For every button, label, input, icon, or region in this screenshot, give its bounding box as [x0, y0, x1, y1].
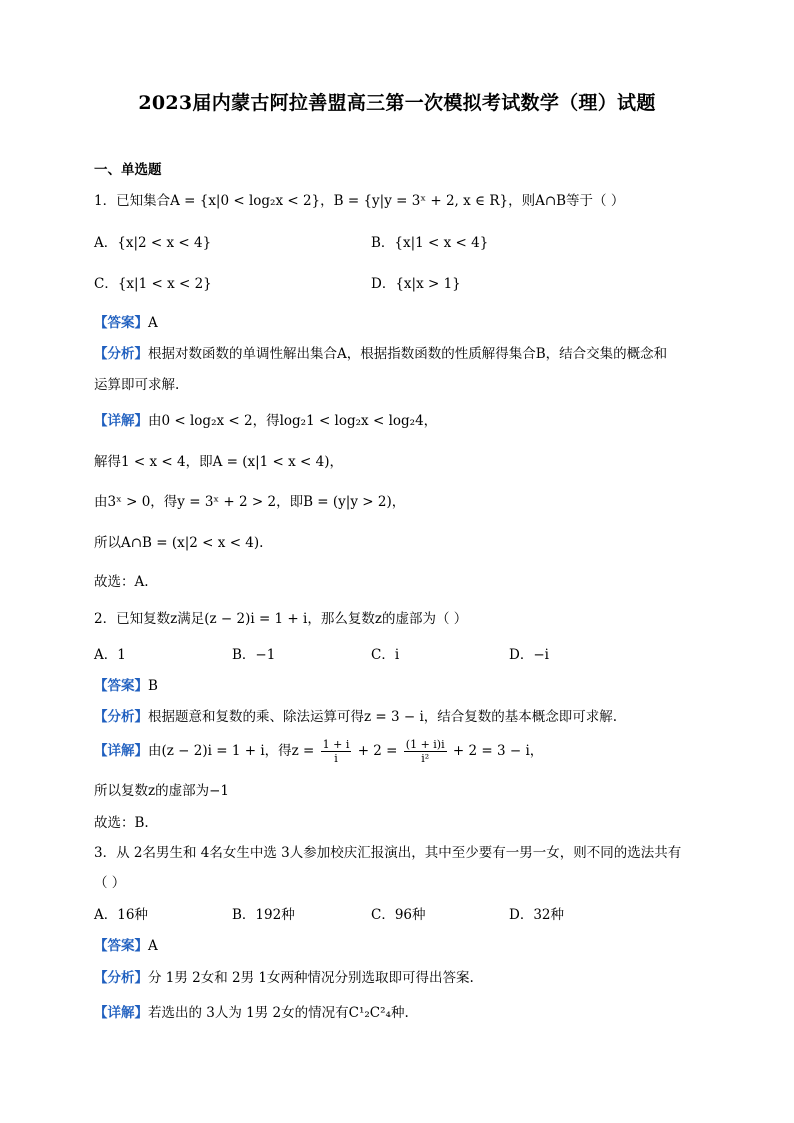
detail-text-a: 由(z − 2)i = 1 + i，得z = [148, 743, 315, 759]
detail-tag: 【详解】 [94, 413, 148, 429]
fraction-2-denominator: i² [421, 752, 430, 765]
analysis-text: 根据题意和复数的乘、除法运算可得z = 3 − i，结合复数的基本概念即可求解. [148, 709, 618, 725]
q1-detail-3: 由3ˣ > 0，得y = 3ˣ + 2 > 2，即B = (y|y > 2)， [94, 494, 406, 510]
q2-detail-2: 所以复数z的虚部为−1 [94, 783, 230, 799]
analysis-tag: 【分析】 [94, 346, 148, 362]
q1-option-a: A．{x|2 < x < 4} [94, 235, 212, 251]
fraction-1 [321, 738, 352, 765]
q1-detail-1 [94, 411, 704, 431]
q2-analysis [94, 707, 704, 727]
q1-detail-4: 所以A∩B = (x|2 < x < 4). [94, 535, 264, 551]
detail-text-b: + 2 = [357, 743, 398, 759]
q2-option-c: C．i [371, 647, 400, 663]
q3-detail-1 [94, 1003, 704, 1023]
q3-option-d: D．32种 [509, 907, 565, 923]
q2-option-a: A．1 [94, 647, 126, 663]
answer-tag: 【答案】 [94, 678, 148, 694]
analysis-text: 分 1男 2女和 2男 1女两种情况分别选取即可得出答案. [148, 970, 474, 986]
fraction-1-denominator: i [334, 752, 338, 765]
q1-stem: 1．已知集合A = {x|0 < log₂x < 2}，B = {y|y = 3ˣ + 2, x ∈ R}，则A∩B等于（ ） [94, 193, 625, 209]
analysis-tag: 【分析】 [94, 970, 148, 986]
section-heading: 一、单选题 [94, 162, 162, 178]
q3-analysis [94, 968, 704, 988]
detail-text: 由0 < log₂x < 2，得log₂1 < log₂x < log₂4， [148, 413, 438, 429]
q2-detail-3: 故选：B. [94, 815, 149, 831]
answer-value: B [148, 678, 158, 694]
q2-detail-1 [94, 738, 704, 774]
q3-option-a: A．16种 [94, 907, 148, 923]
q3-option-b: B．192种 [232, 907, 295, 923]
answer-value: A [148, 315, 158, 331]
answer-tag: 【答案】 [94, 315, 148, 331]
q2-option-b: B．−1 [232, 647, 276, 663]
q3-option-c: C．96种 [371, 907, 426, 923]
analysis-tag: 【分析】 [94, 709, 148, 725]
detail-tag: 【详解】 [94, 743, 148, 759]
analysis-text: 根据对数函数的单调性解出集合A，根据指数函数的性质解得集合B，结合交集的概念和 [148, 346, 668, 362]
detail-tag: 【详解】 [94, 1005, 148, 1021]
q1-option-b: B．{x|1 < x < 4} [371, 235, 489, 251]
q3-answer [94, 936, 704, 956]
detail-text: 若选出的 3人为 1男 2女的情况有C¹₂C²₄种. [148, 1005, 409, 1021]
q1-answer [94, 313, 704, 333]
q1-option-d: D．{x|x > 1} [371, 276, 461, 292]
q2-answer [94, 676, 704, 696]
fraction-2 [404, 738, 447, 765]
q1-detail-2: 解得1 < x < 4，即A = (x|1 < x < 4)， [94, 454, 343, 470]
answer-value: A [148, 938, 158, 954]
page-title: 2023届内蒙古阿拉善盟高三第一次模拟考试数学（理）试题 [138, 92, 656, 114]
fraction-2-numerator: (1 + i)i [405, 738, 445, 751]
q1-analysis-cont: 运算即可求解. [94, 377, 180, 393]
q2-option-d: D．−i [509, 647, 549, 663]
fraction-1-numerator: 1 + i [322, 738, 350, 751]
q1-option-c: C．{x|1 < x < 2} [94, 276, 212, 292]
detail-text-c: + 2 = 3 − i， [452, 743, 544, 759]
q2-stem: 2．已知复数z满足(z − 2)i = 1 + i，那么复数z的虚部为（ ） [94, 611, 468, 627]
q3-stem: 3．从 2名男生和 4名女生中选 3人参加校庆汇报演出，其中至少要有一男一女，则不同的选法共有 [94, 845, 682, 861]
q1-detail-5: 故选：A. [94, 574, 149, 590]
q1-analysis [94, 344, 704, 364]
q3-stem-cont: （ ） [94, 875, 126, 891]
answer-tag: 【答案】 [94, 938, 148, 954]
